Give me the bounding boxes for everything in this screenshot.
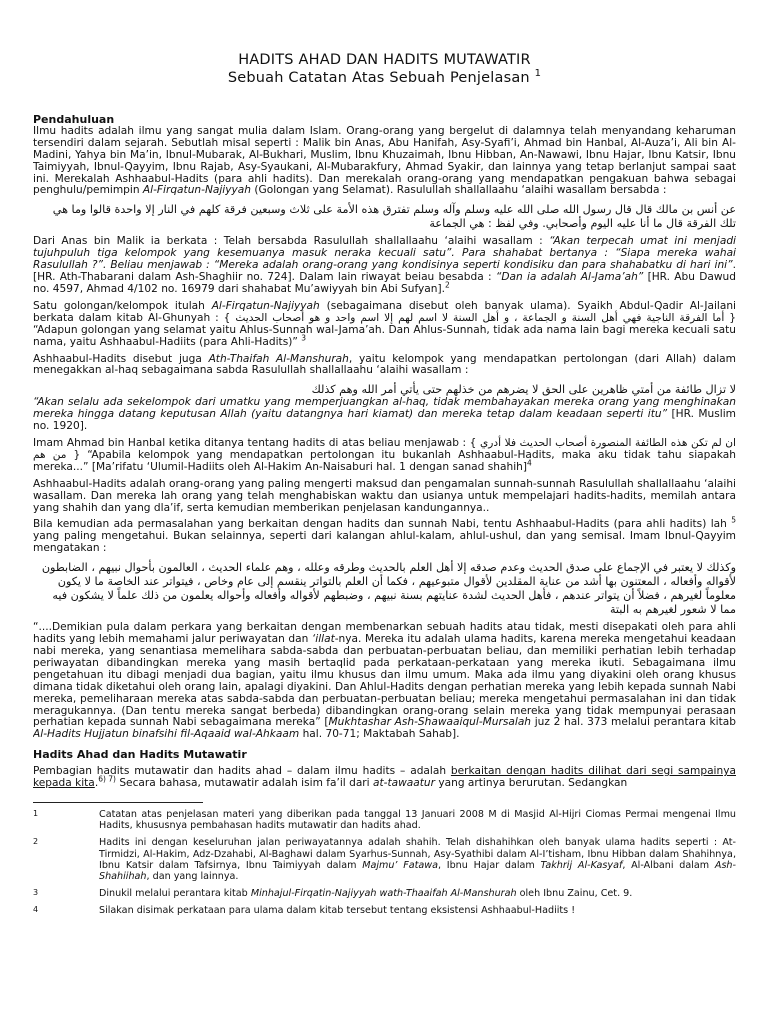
section-heading: Pendahuluan: [33, 113, 115, 126]
paragraph: Ilmu hadits adalah ilmu yang sangat mulia dalam Islam. Orang-orang yang bergelut di dalamnya telah menyandang keharuman tersendiri dalam sejarah. Sebutlah misal seperti : Malik bin Anas, Abu Hanifah, Asy-Syafi’i, Ahmad bin Hanbal, Al-Auza’i, Ali bin Al-Madini, Yahya bin Ma’in, Ibnul-Mubarak, Al-Bukhari, Muslim, Ibnu Khuzaimah, Ibnu Hibban, An-Nawawi, Ibnu Hajar, Ibnu Katsir, Ibnu Taimiyyah, Ibnul-Qayyim, Ibnu Rajab, Asy-Syaukani, Al-Mubarakfury, Ahmad Syakir, dan lainnya yang tetap berlanjut sampai saat ini. Merekalah Ashhaabul-Hadits (para ahli hadits). Dan merekalah orang-orang yang mendapatkan pengakuan bahwa sebagai penghulu/pemimpin Al-Firqatun-Najiyyah (Golongan yang Selamat). Rasulullah shallallaahu ‘alaihi wasallam bersabda :: [33, 124, 736, 197]
arabic-inline: ان لم تكن هذه الطائفة المنصورة أصحاب الحديث فلا أدري من هم: [33, 437, 736, 461]
page-subtitle: Sebuah Catatan Atas Sebuah Penjelasan $^1$: [227, 68, 542, 86]
footnote: 1 Catatan atas penjelasan materi yang diberikan pada tanggal 13 Januari 2008 M di Masjid Al-Hijri Ciomas Permai mengenai Ilmu Hadits, khususnya pembahasan hadits mutawatir dan hadits ahad.: [33, 808, 736, 832]
paragraph: Satu golongan/kelompok itulah Al-Firqatun-Najiyyah (sebagaimana disebut oleh banyak ulama). Syaikh Abdul-Qadir Al-Jailani berkata dalam kitab Al-Ghunyah : { أما الفرقة الناجية فهي أهل السنة و الجماعة ، و أهل السنة لا اسم لهم إلا اسم واحد و هو أصحاب الحديث } “Adapun golongan yang selamat yaitu Ahlus-Sunnah wal-Jama’ah. Dan Ahlus-Sunnah, tidak ada nama lain bagi mereka kecuali satu nama, yaitu Ashhaabul-Hadiits (para Ahli-Hadits)” $^3$: [33, 299, 736, 348]
footnote-ref: 4: [527, 458, 532, 468]
footnote-ref: 5: [731, 515, 736, 525]
footnote: 4 Silakan disimak perkataan para ulama dalam kitab tersebut tentang eksistensi Ashhaabul-Hadiits !: [33, 905, 576, 917]
footnote-ref: 2: [445, 280, 450, 290]
footnote-ref: 6) 7): [98, 774, 116, 784]
arabic-inline: أما الفرقة الناجية فهي أهل السنة و الجماعة ، و أهل السنة لا اسم لهم إلا اسم واحد و هو أصحاب الحديث: [235, 311, 725, 324]
arabic-text: وكذلك لا يعتبر في الإجماع على صدق الحديث وعدم صدقه إلا أهل العلم بالحديث وطرقه وعلله ، وهم علماء الحديث ، العالمون بأحوال نبيهم ، الضابطون لأقواله وأفعاله ، المعتنون بها أشد من عناية المقلدين لأقوال متبوعيهم ، فكما أن العلم بالتواتر ينقسم إلى عام وخاص ، فيتواتر عند الخاصة ما لا يكون معلوماً لغيرهم ، فضلاً أن يتواتر عندهم ، فأهل الحديث لشدة عنايتهم بسنة نبيهم ، وضبطهم لأقواله وأفعاله وأحواله يعلمون من ذلك علماً لا يشكون فيه مما لا شعور لغيرهم به البتة: [41, 561, 736, 617]
footnote: 3 Dinukil melalui perantara kitab Minhajul-Firqatin-Najiyyah wath-Thaaifah Al-Manshurah oleh Ibnu Zainu, Cet. 9.: [33, 888, 633, 900]
paragraph: Ashhaabul-Hadits disebut juga Ath-Thaifah Al-Manshurah, yaitu kelompok yang mendapatkan pertolongan (dari Allah) dalam menegakkan al-haq sebagaimana sabda Rasulullah shallallaahu ‘alaihi wasallam :: [33, 352, 736, 377]
arabic-text: عن أنس بن مالك قال قال رسول الله صلى الله عليه وسلم وآله وسلم تفترق هذه الأمة على ثلاث وسبعين فرقة كلهم في النار إلا واحدة قالوا وما هي تلك الفرقة قال ما أنا عليه اليوم وأصحابي. وفي لفظ : هي الجماعة: [52, 203, 736, 231]
paragraph: “Akan selalu ada sekelompok dari umatku yang memperjuangkan al-haq, tidak membahayakan mereka orang yang menghinakan mereka hingga datang keputusan Allah (yaitu datangnya hari kiamat) dan mereka tetap dalam keadaan seperti itu” [HR. Muslim no. 1920].: [33, 396, 736, 433]
paragraph: Ashhaabul-Hadits adalah orang-orang yang paling mengerti maksud dan pengamalan sunnah-sunnah Rasulullah shallallaahu ‘alaihi wasallam. Dan mereka lah orang yang telah menghabiskan waktu dan usianya untuk mempelajari hadits-hadits, memilah antara yang shahih dan yang dla’if, serta kemudian memberikan penjelasan kandungannya..: [33, 477, 736, 514]
document-page: [33, 48, 736, 1024]
section-heading: Hadits Ahad dan Hadits Mutawatir: [33, 748, 247, 762]
paragraph: Dari Anas bin Malik ia berkata : Telah bersabda Rasulullah shallallaahu ‘alaihi wasallam : “Akan terpecah umat ini menjadi tujuhpuluh tiga kelompok yang kesemuanya masuk neraka kecuali satu”. Para shahabat bertanya : “Siapa mereka wahai Rasulullah ?”. Beliau menjawab : “Mereka adalah orang-orang yang kondisinya seperti kondisiku dan para shahabatku di hari ini”. [HR. Ath-Thabarani dalam Ash-Shaghiir no. 724]. Dalam lain riwayat beiau besabda : “Dan ia adalah Al-Jama’ah” [HR. Abu Dawud no. 4597, Ahmad 4/102 no. 16979 dari shahabat Mu’awiyyah bin Abi Sufyan].$^2$: [33, 235, 736, 295]
paragraph: “....Demikian pula dalam perkara yang berkaitan dengan membenarkan sebuah hadits atau tidak, mesti disepakati oleh para ahli hadits yang lebih memahami jalur periwayatan dan ‘illat-nya. Mereka itu adalah ulama hadits, karena mereka mengetahui keadaan nabi mereka, yang senantiasa memelihara sabda-sabda dan perbuatan-perbuatan beliau, dan memiliki perhatian lebih terhadap periwayatan dibandingkan mereka yang masih bertaqlid pada perkataan-perkataan yang mereka ikuti. Sebagaimana ilmu pengetahuan itu dibagi menjadi dua bagian, yaitu ilmu khusus dan ilmu umum. Maka ada ilmu yang diyakini oleh orang khusus dimana tidak diketahui oleh orang lain, apalagi diyakini. Dan Ahlul-Hadits dengan perhatian mereka yang lebih kepada sunnah Nabi mereka, pemeliharaan mereka atas sabda-sabda dan perbuatan-perbuatan beliau; mereka mengetahui permasalahan ini dan tidak meragukannya. (Dan tentu mereka sangat berbeda) dibandingkan orang-orang selain mereka yang tidak mempunyai perasaan perhatian kepada sunnah Nabi sebagaimana mereka” [Mukhtashar Ash-Shawaaiqul-Mursalah juz 2 hal. 373 melalui perantara kitab Al-Hadits Hujjatun binafsihi fil-Aqaaid wal-Ahkaam hal. 70-71; Maktabah Sahab].: [33, 621, 736, 741]
footnote-ref: 3: [301, 333, 306, 343]
footnote-ref: 1: [534, 68, 542, 80]
arabic-text: لا تزال طائفة من أمتي ظاهرين على الحق لا يضرهم من خذلهم حتى يأتي أمر الله وهم كذلك: [311, 383, 736, 397]
paragraph: Imam Ahmad bin Hanbal ketika ditanya tentang hadits di atas beliau menjawab : { ان لم تكن هذه الطائفة المنصورة أصحاب الحديث فلا أدري من هم } “Apabila kelompok yang mendapatkan pertolongan itu bukanlah Ashhaabul-Hadits, maka aku tidak tahu siapakah mereka...” [Ma’rifatu ‘Ulumil-Hadiits oleh Al-Hakim An-Naisaburi hal. 1 dengan sanad shahih]$^4$: [33, 437, 736, 473]
page-title: HADITS AHAD DAN HADITS MUTAWATIR: [238, 52, 531, 68]
footnote: 2 Hadits ini dengan keseluruhan jalan periwayatannya adalah shahih. Telah dishahihkan oleh banyak ulama hadits seperti : At-Tirmidzi, Al-Hakim, Adz-Dzahabi, Al-Baghawi dalam Syarhus-Sunnah, Asy-Syathibi dalam Al-I’tisham, Ibnu Hibban dalam Shahihnya, Ibnu Katsir dalam Tafsirnya, Ibnu Taimiyyah dalam Majmu’ Fatawa, Ibnu Hajar dalam Takhrij Al-Kasyaf, Al-Albani dalam Ash-Shahiihah, dan yang lainnya.: [33, 837, 736, 882]
footnote-separator: [33, 802, 203, 803]
paragraph: Pembagian hadits mutawatir dan hadits ahad – dalam ilmu hadits – adalah berkaitan dengan hadits dilihat dari segi sampainya kepada kita.$^{6) 7)}$ Secara bahasa, mutawatir adalah isim fa’il dari at-tawaatur yang artinya berurutan. Sedangkan: [33, 765, 736, 790]
paragraph: Bila kemudian ada permasalahan yang berkaitan dengan hadits dan sunnah Nabi, tentu Ashhaabul-Hadits (para ahli hadits) lah $^5$ yang paling mengetahui. Bukan selainnya, seperti dari kalangan ahlul-kalam, ahlul-ushul, dan yang semisal. Imam Ibnul-Qayyim mengatakan :: [33, 515, 736, 555]
